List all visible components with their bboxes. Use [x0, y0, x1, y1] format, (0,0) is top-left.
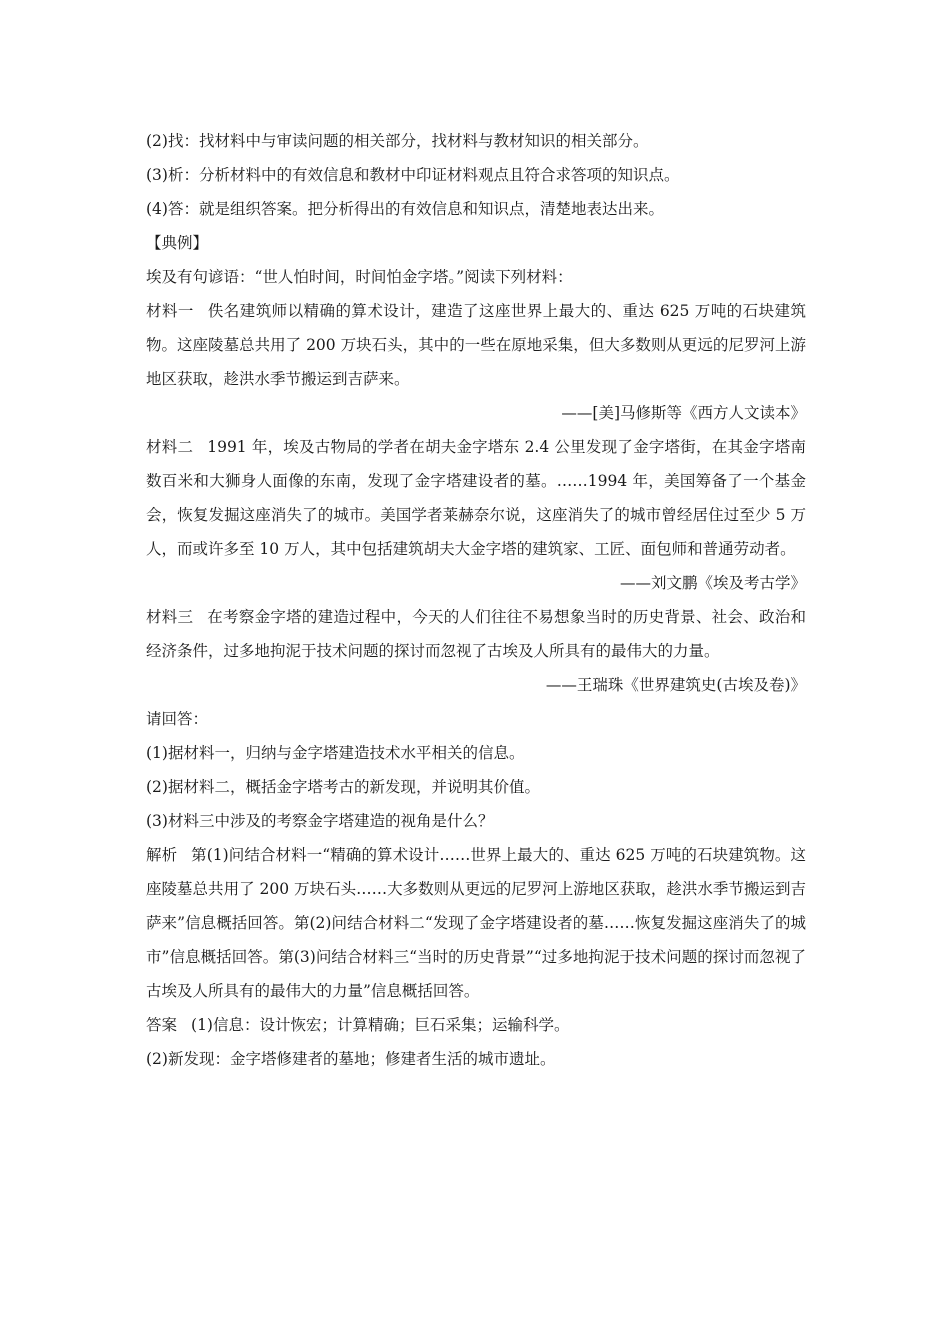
material-one-label: 材料一 — [146, 302, 194, 320]
material-three — [146, 600, 806, 668]
material-one-source: ——[美]马修斯等《西方人文读本》 — [561, 404, 806, 422]
material-three-text: 在考察金字塔的建造过程中，今天的人们往往不易想象当时的历史背景、社会、政治和经济条件，过多地拘泥于技术问题的探讨而忽视了古埃及人所具有的最伟大的力量。 — [146, 608, 806, 660]
material-two-text: 1991 年，埃及古物局的学者在胡夫金字塔东 2.4 公里发现了金字塔街，在其金字塔南数百米和大狮身人面像的东南，发现了金字塔建设者的墓。……1994 年，美国筹备了一个基金会，恢复发掘这座消失了的城市。美国学者莱赫奈尔说，这座消失了的城市曾经居住过至少 5 万人，而或许多至 10 万人，其中包括建筑胡夫大金字塔的建筑家、工匠、面包师和普通劳动者。 — [146, 438, 806, 558]
material-three-source: ——王瑞珠《世界建筑史(古埃及卷)》 — [545, 676, 806, 694]
analysis-label: 解析 — [146, 846, 178, 864]
example-heading: 【典例】 — [146, 234, 209, 252]
answer-label: 答案 — [146, 1016, 178, 1034]
question-3: (3)材料三中涉及的考察金字塔建造的视角是什么？ — [146, 812, 494, 830]
question-2: (2)据材料二，概括金字塔考古的新发现，并说明其价值。 — [146, 778, 540, 796]
question-prompt: 请回答： — [146, 710, 209, 728]
material-two-label: 材料二 — [146, 438, 194, 456]
document-body — [146, 124, 806, 1076]
step-analyze: (3)析：分析材料中的有效信息和教材中印证材料观点且符合求答项的知识点。 — [146, 166, 680, 184]
material-one — [146, 294, 806, 396]
material-two-source: ——刘文鹏《埃及考古学》 — [619, 574, 806, 592]
analysis-text: 第(1)问结合材料一“精确的算术设计……世界上最大的、重达 625 万吨的石块建筑物。这座陵墓总共用了 200 万块石头……大多数则从更远的尼罗河上游地区获取，趁洪水季节搬运到吉萨来”信息概括回答。第(2)问结合材料二“发现了金字塔建设者的墓……恢复发掘这座消失了的城市”信息概括回答。第(3)问结合材料三“当时的历史背景”“过多地拘泥于技术问题的探讨而忽视了古埃及人所具有的最伟大的力量”信息概括回答。 — [146, 846, 806, 1000]
intro-text: 埃及有句谚语：“世人怕时间，时间怕金字塔。”阅读下列材料： — [146, 268, 573, 286]
answer-line-2: (2)新发现：金字塔修建者的墓地；修建者生活的城市遗址。 — [146, 1050, 556, 1068]
question-1: (1)据材料一，归纳与金字塔建造技术水平相关的信息。 — [146, 744, 525, 762]
answer-line-1 — [146, 1008, 806, 1042]
analysis — [146, 838, 806, 1008]
step-answer: (4)答：就是组织答案。把分析得出的有效信息和知识点，清楚地表达出来。 — [146, 200, 664, 218]
material-three-label: 材料三 — [146, 608, 194, 626]
answer-text-1: (1)信息：设计恢宏；计算精确；巨石采集；运输科学。 — [191, 1016, 570, 1034]
step-find: (2)找：找材料中与审读问题的相关部分，找材料与教材知识的相关部分。 — [146, 132, 649, 150]
material-two — [146, 430, 806, 566]
material-one-text: 佚名建筑师以精确的算术设计，建造了这座世界上最大的、重达 625 万吨的石块建筑物。这座陵墓总共用了 200 万块石头，其中的一些在原地采集，但大多数则从更远的尼罗河上游地区获取，趁洪水季节搬运到吉萨来。 — [146, 302, 806, 388]
